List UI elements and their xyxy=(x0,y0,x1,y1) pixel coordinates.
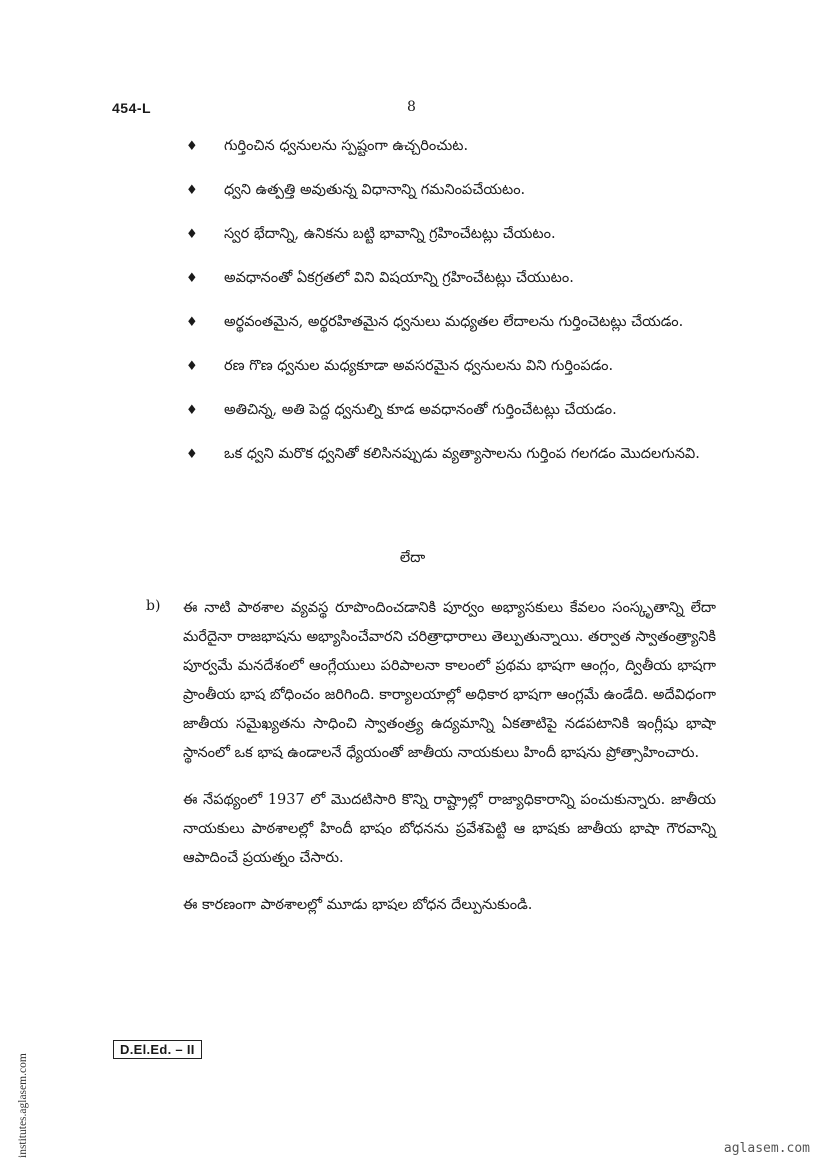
diamond-bullet-icon: ♦ xyxy=(186,227,198,242)
list-item xyxy=(186,221,716,248)
diamond-bullet-icon: ♦ xyxy=(186,447,198,462)
list-item xyxy=(186,397,716,424)
list-item-text: అవధానంతో ఏకగ్రతలో విని విషయాన్ని గ్రహించేటట్లు చేయుటం. xyxy=(224,270,574,286)
diamond-bullet-icon: ♦ xyxy=(186,183,198,198)
bullet-list xyxy=(186,133,716,485)
list-item xyxy=(186,133,716,160)
list-item xyxy=(186,441,716,468)
list-item xyxy=(186,177,716,204)
list-item xyxy=(186,309,716,336)
list-item-text: ధ్వని ఉత్పత్తి అవుతున్న విధానాన్ని గమనింపచేయటం. xyxy=(224,182,526,198)
list-item-text: అర్థవంతమైన, అర్థరహితమైన ధ్వనులు మధ్యతల లేదాలను గుర్తించెటట్లు చేయడం. xyxy=(224,314,684,330)
side-watermark: institutes.aglasem.com xyxy=(17,1053,29,1158)
section-label: b) xyxy=(146,598,161,614)
list-item xyxy=(186,265,716,292)
diamond-bullet-icon: ♦ xyxy=(186,271,198,286)
paragraph: ఈ నాటి పాఠశాల వ్యవస్థ రూపొందించడానికి పూర్వం అభ్యాసకులు కేవలం సంస్కృతాన్ని లేదా మరేదైనా రాజభాషను అభ్యాసించేవారని చరిత్రాధారాలు తెల్పుతున్నాయి. తర్వాత స్వాతంత్ర్యానికి పూర్వమే మనదేశంలో ఆంగ్లేయులు పరిపాలనా కాలంలో ప్రథమ భాషగా ఆంగ్లం, ద్వితీయ భాషగా ప్రాంతీయ భాష బోధించం జరిగింది. కార్యాలయాల్లో అధికార భాషగా ఆంగ్లమే ఉండేది. అదేవిధంగా జాతీయ సమైఖ్యతను సాధించి స్వాతంత్ర్య ఉద్యమాన్ని ఏకతాటిపై నడపటానికి ఇంగ్లీషు భాషా స్థానంలో ఒక భాష ఉండాలనే ధ్యేయంతో జాతీయ నాయకులు హిందీ భాషను ప్రోత్సాహించారు. xyxy=(183,600,716,761)
diamond-bullet-icon: ♦ xyxy=(186,359,198,374)
page-number: 8 xyxy=(407,99,416,115)
list-item-text: అతిచిన్న, అతి పెద్ద ధ్వనుల్ని కూడ అవధానంతో గుర్తించేటట్లు చేయడం. xyxy=(224,402,617,418)
corner-watermark: aglasem.com xyxy=(723,1141,810,1156)
or-separator: లేదా xyxy=(399,550,426,566)
list-item-text: ఒక ధ్వని మరొక ధ్వనితో కలిసినప్పుడు వ్యత్యాసాలను గుర్తింప గలగడం మొదలగునవి. xyxy=(224,446,700,462)
list-item-text: గుర్తించిన ధ్వనులను స్పష్టంగా ఉచ్చరించుట. xyxy=(224,138,469,154)
diamond-bullet-icon: ♦ xyxy=(186,403,198,418)
paragraph: ఈ నేపథ్యంలో 1937 లో మొదటిసారి కొన్ని రాష్ట్రాల్లో రాజ్యాధికారాన్ని పంచుకున్నారు. జాతీయ నాయకులు పాఠశాలల్లో హిందీ భాషం బోధనను ప్రవేశపెట్టి ఆ భాషకు జాతీయ భాషా గౌరవాన్ని ఆపాదించే ప్రయత్నం చేసారు. xyxy=(183,792,716,866)
paragraph: ఈ కారణంగా పాఠశాలల్లో మూడు భాషల బోధన దేల్పునుకుండి. xyxy=(183,897,533,913)
diamond-bullet-icon: ♦ xyxy=(186,139,198,154)
section-body xyxy=(183,594,716,920)
list-item-text: స్వర భేదాన్ని, ఉనికను బట్టి భావాన్ని గ్రహించేటట్లు చేయటం. xyxy=(224,226,556,242)
paper-code: 454-L xyxy=(112,100,152,116)
diamond-bullet-icon: ♦ xyxy=(186,315,198,330)
list-item xyxy=(186,353,716,380)
course-code-box: D.El.Ed. – II xyxy=(113,1040,202,1059)
section-b xyxy=(146,594,716,938)
list-item-text: రణ గొణ ధ్వనుల మధ్యకూడా అవసరమైన ధ్వనులను విని గుర్తింపడం. xyxy=(224,358,614,374)
